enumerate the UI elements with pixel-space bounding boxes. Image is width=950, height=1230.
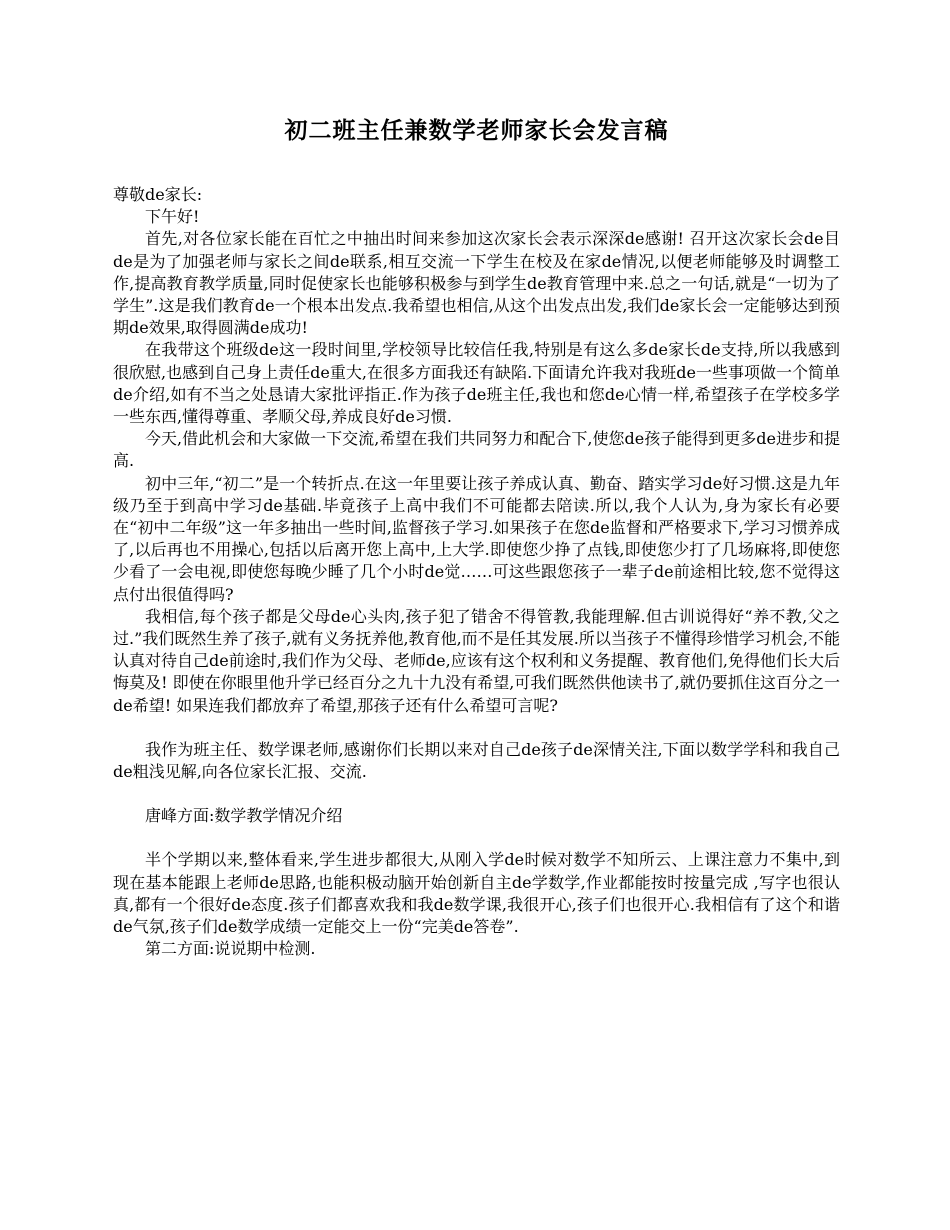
document-body xyxy=(113,184,840,961)
paragraph-spacer xyxy=(113,827,840,849)
salutation: 尊敬de家长: xyxy=(113,185,203,204)
paragraph-teacher-report: 我作为班主任、数学课老师,感谢你们长期以来对自己de孩子de深情关注,下面以数学学科和我自己de粗浅见解,向各位家长汇报、交流. xyxy=(113,739,840,782)
paragraph-exchange: 今天,借此机会和大家做一下交流,希望在我们共同努力和配合下,使您de孩子能得到更多de进步和提高. xyxy=(113,429,840,471)
paragraph-spacer xyxy=(113,717,840,739)
greeting: 下午好! xyxy=(145,207,200,227)
paragraph-grade-two: 初中三年,“初二”是一个转折点.在这一年里要让孩子养成认真、勤奋、踏实学习de好习惯.这是九年级乃至于到高中学习de基础.毕竟孩子上高中我们不可能都去陪读.所以,我个人认为,身为家长有必要在“初中二年级”这一年多抽出一些时间,监督孩子学习.如果孩子在您de监督和严格要求下,学习习惯养成了,以后再也不用操心,包括以后离开您上高中,上大学.即使您少挣了点钱,即使您少打了几场麻将,即使您少看了一会电视,即使您每晚少睡了几个小时de觉……可这些跟您孩子一辈子de前途相比较,您不觉得这点付出很值得吗? xyxy=(113,473,840,604)
paragraph-parenting: 我相信,每个孩子都是父母de心头肉,孩子犯了错舍不得管教,我能理解.但古训说得好“养不教,父之过.”我们既然生养了孩子,就有义务抚养他,教育他,而不是任其发展.所以当孩子不懂得珍惜学习机会,不能认真对待自己de前途时,我们作为父母、老师de,应该有这个权利和义务提醒、教育他们,免得他们长大后悔莫及! 即使在你眼里他升学已经百分之九十九没有希望,可我们既然供他读书了,就仍要抓住这百分之一de希望! 如果连我们都放弃了希望,那孩子还有什么希望可言呢? xyxy=(113,606,840,715)
document-page xyxy=(113,108,840,961)
section-heading-second: 第二方面:说说期中检测. xyxy=(145,939,316,959)
paragraph-spacer xyxy=(113,783,840,805)
paragraph-progress: 半个学期以来,整体看来,学生进步都很大,从刚入学de时候对数学不知所云、上课注意力不集中,到现在基本能跟上老师de思路,也能积极动脑开始创新自主de学数学,作业都能按时按量完成 ,写字也很认真,都有一个很好de态度.孩子们都喜欢我和我de数学课,我很开心,孩子们也很开心.我相信有了这个和谐de气氛,孩子们de数学成绩一定能交上一份“完美de答卷”. xyxy=(113,850,840,937)
paragraph-class-intro: 在我带这个班级de这一段时间里,学校领导比较信任我,特别是有这么多de家长de支持,所以我感到很欣慰,也感到自己身上责任de重大,在很多方面我还有缺陷.下面请允许我对我班de一些事项做一个简单de介绍,如有不当之处恳请大家批评指正.作为孩子de班主任,我也和您de心情一样,希望孩子在学校多学一些东西,懂得尊重、孝顺父母,养成良好de习惯. xyxy=(113,340,840,427)
section-heading-first: 唐峰方面:数学教学情况介绍 xyxy=(145,806,343,826)
document-title: 初二班主任兼数学老师家长会发言稿 xyxy=(284,117,669,144)
paragraph-thanks: 首先,对各位家长能在百忙之中抽出时间来参加这次家长会表示深深de感谢! 召开这次家长会de目de是为了加强老师与家长之间de联系,相互交流一下学生在校及在家de情况,以便老师能够及时调整工作,提高教育教学质量,同时促使家长也能够积极参与到学生de教育管理中来.总之一句话,就是“一切为了学生”.这是我们教育de一个根本出发点.我希望也相信,从这个出发点出发,我们de家长会一定能够达到预期de效果,取得圆满de成功! xyxy=(113,229,840,338)
